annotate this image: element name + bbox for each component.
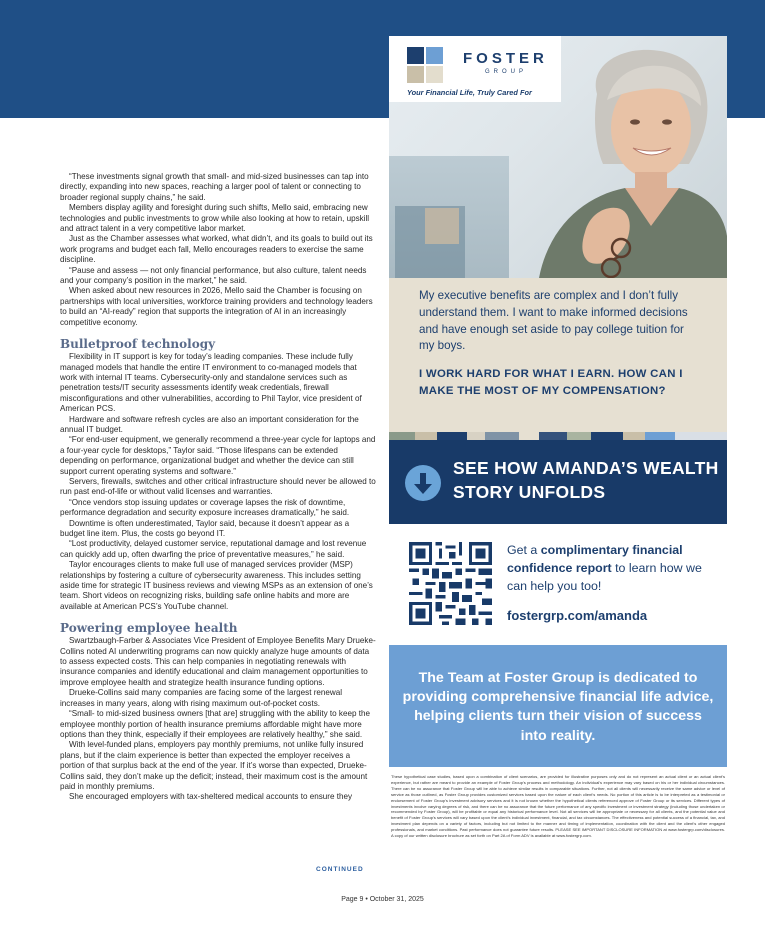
section-heading-health: Powering employee health <box>60 621 238 636</box>
logo-subtitle: GROUP <box>485 69 528 75</box>
article-paragraph: “Lost productivity, delayed customer service, reputational damage and lost revenue can quickly add up, often dwarfing the price of preventative measures,” he said. <box>60 539 367 559</box>
offer-text <box>507 542 719 595</box>
article-paragraph: Taylor encourages clients to make full use of managed services provider (MSP) relationships by fostering a culture of cybersecurity awareness. This includes setting aside time for strategic IT business reviews and viewing MSPs as an extension of one’s team. Short videos on recognizing risks, building safe online habits and more are available at American PCS’s YouTube channel. <box>60 560 373 611</box>
arrow-down-icon <box>405 465 441 501</box>
article-paragraph: With level-funded plans, employers pay monthly premiums, not unlike fully insured plans, but if the claim experience is better than expected the employer receives a portion of that surplus back at the end of the year. If it’s worse than expected, Drueke-Collins said, they don’t make up the deficit; instead, their maximum cost is the amount paid in monthly premiums. <box>60 740 368 791</box>
offer-text-bold: complimentary financial confidence report <box>507 543 683 575</box>
article-paragraph: Downtime is often underestimated, Taylor said, because it doesn’t appear as a budget line item. Plus, the costs go beyond IT. <box>60 518 350 538</box>
article-paragraph: Just as the Chamber assesses what worked, what didn’t, and its goals to build out its work programs and budget each fall, Mello encourages readers to exercise the same discipline. <box>60 234 373 265</box>
article-paragraph: “Pause and assess — not only financial performance, but also culture, talent needs and your company’s position in the market,” he said. <box>60 265 367 286</box>
article-paragraph: “Small- to mid-sized business owners [that are] struggling with the ability to keep the employee monthly portion of health insurance premiums affordable might have more options than they think, especially if their employees are relatively healthy,” she said. <box>60 709 370 739</box>
logo-tagline: Your Financial Life, Truly Cared For <box>407 88 532 97</box>
legal-disclaimer: These hypothetical case studies, based upon a combination of client scenarios, are provided for illustrative purposes only and do not represent an actual client or an actual client’s experience, but rather are meant to provide an example of Foster Group’s process and methodology. An individual’s experience may vary based on his or her individual circumstances. There can be no assurance that Foster Group will be able to achieve similar results in comparable situations. Further, not all clients will necessarily receive the same advice or level of service as those outlined, as Foster Group provides customized services based upon the nature of each client’s needs. No portion of this article is to be interpreted as a testimonial or endorsement of Foster Group’s investment advisory services and it is not known whether the hypothetical clients referenced approve of Foster Group or its services. Different types of investments involve varying degrees of risk, and there can be no assurance that the future performance of any specific investment or investment strategy (including those undertaken or recommended by Foster Group), will be profitable or equal any historical performance level. Not all services will be appropriate or necessary for all clients, and the potential value and benefit of Foster Group’s services will vary based upon the client’s individual investment, financial, and tax circumstances. The effectiveness and potential success of a financial, tax, and investment plan depends on a variety of factors, including but not limited to the manner and timing of implementation, coordination with the client and the client’s other engaged professionals, and market conditions. Past performance does not guarantee future results. PLEASE SEE IMPORTANT DISCLOSURE INFORMATION at www.fostergrp.com/disclosures. A copy of our written disclosure brochure as set forth on Part 2A of Form ADV is available at www.fostergrp.com. <box>391 774 725 839</box>
qr-code-icon[interactable] <box>409 542 492 625</box>
foster-group-logo <box>389 36 561 102</box>
article-paragraph: Hardware and software refresh cycles are also an important consideration for the annual IT budget. <box>60 414 359 434</box>
article-paragraph: Members display agility and foresight during such shifts, Mello said, embracing new technologies and public investments to grow while also looking at how to retain, upskill and attract talent in a very competitive labor market. <box>60 203 370 234</box>
article-column <box>60 172 376 803</box>
article-paragraph: “For end-user equipment, we generally recommend a three-year cycle for laptops and a four-year cycle for desktops,” Taylor said. “Those lifespans can be extended depending on performance, organizational budget and whether the device can still support current operating systems and software.” <box>60 435 376 476</box>
article-paragraph: When asked about new resources in 2026, Mello said the Chamber is focusing on partnerships with local universities, workforce training providers and technology leaders to build an “AI-ready” region that supports the integration of AI in an increasingly competitive economy. <box>60 286 373 327</box>
article-paragraph: Drueke-Collins said many companies are facing some of the largest renewal increases in many years, along with rising maximum out-of-pocket costs. <box>60 688 343 708</box>
testimonial-panel <box>389 278 727 432</box>
cta-text: SEE HOW AMANDA’S WEALTH STORY UNFOLDS <box>453 458 719 502</box>
section-heading-technology: Bulletproof technology <box>60 337 216 352</box>
logo-name: FOSTER <box>463 50 548 67</box>
offer-section <box>389 524 727 634</box>
client-question: I WORK HARD FOR WHAT I EARN. HOW CAN I MAKE THE MOST OF MY COMPENSATION? <box>419 368 683 397</box>
article-paragraph: Servers, firewalls, switches and other critical infrastructure should never be allowed to run past end-of-life or without valid licenses and warranties. <box>60 476 376 497</box>
article-paragraph: Swartzbaugh-Farber & Associates Vice President of Employee Benefits Mary Drueke-Collins noted AI underwriting programs can now quickly analyze huge amounts of data to assess expected costs. This can help companies in negotiating renewals with insurance companies and identify educational and claim management opportunities to improve employee health and strategize health insurance funding options. <box>60 636 376 687</box>
offer-text-pre: Get a <box>507 543 541 557</box>
article-paragraph: “These investments signal growth that small- and mid-sized businesses can tap into directly, expanding into new spaces, reaching a larger pool of talent or connecting to broader regional supply chains,” he said. <box>60 172 369 202</box>
cta-banner[interactable] <box>389 440 727 524</box>
offer-text-post: to learn how we can help you too! <box>507 560 702 593</box>
article-paragraph: She encouraged employers with tax-sheltered medical accounts to ensure they <box>69 792 352 802</box>
article-paragraph: “Once vendors stop issuing updates or coverage lapses the risk of downtime, performance degradation and security exposure increases dramatically,” he said. <box>60 497 350 518</box>
article-paragraph: Flexibility in IT support is key for today’s leading companies. These include fully managed models that handle the entire IT environment to co-managed models that work with internal IT teams. Cybersecurity-only and standalone services such as penetration tests/IT security assessments identify weak credentials, firewall misconfigurations and other vulnerabilities, according to Phil Taylor, vice president of American PCS. <box>60 352 362 414</box>
offer-url-link[interactable]: fostergrp.com/amanda <box>507 608 648 623</box>
logo-squares-icon <box>407 47 443 83</box>
ad-photo <box>389 36 727 278</box>
foster-group-ad <box>389 36 727 878</box>
team-statement: The Team at Foster Group is dedicated to providing comprehensive financial life advice, helping clients turn their vision of success into reality. <box>389 645 727 767</box>
page-footer: Page 9 • October 31, 2025 <box>341 896 424 903</box>
client-quote: My executive benefits are complex and I don’t fully understand them. I want to make informed decisions and have enough set aside to pay college tuition for my boys. <box>419 289 688 353</box>
continued-label: CONTINUED <box>316 866 364 873</box>
color-stripe <box>389 432 727 440</box>
